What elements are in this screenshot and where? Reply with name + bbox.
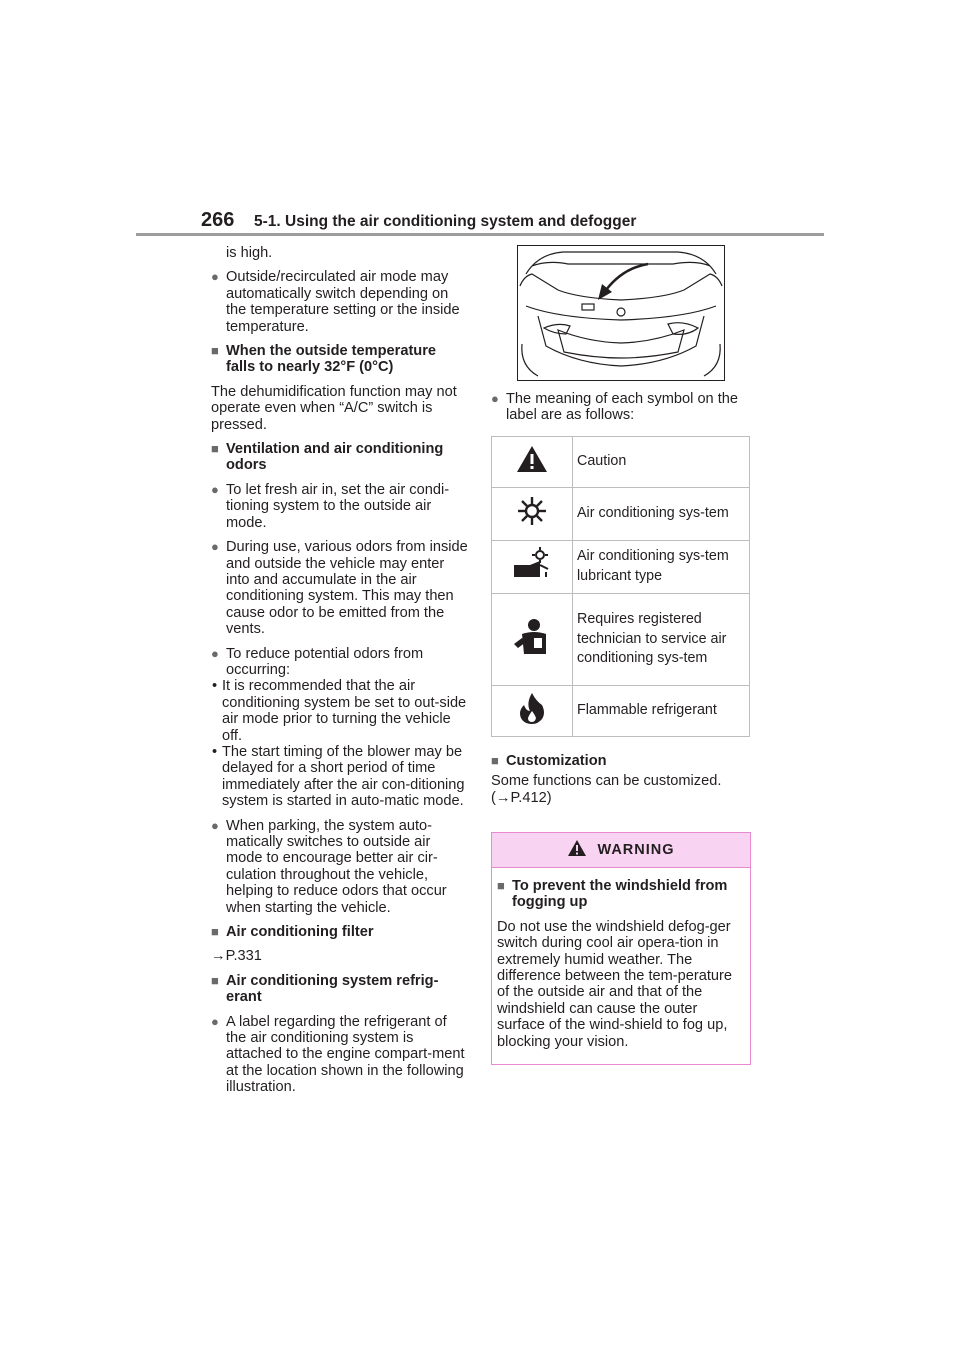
symbol-label: Caution	[573, 436, 750, 487]
sub-list-item: • The start timing of the blower may be delayed for a short period of time immediately after the air con-ditioning system is started in auto-matic mode.	[211, 744, 469, 810]
warning-title: WARNING	[597, 842, 675, 859]
symbol-label: Air conditioning sys-tem lubricant type	[573, 540, 750, 593]
subheading: ■ Ventilation and air conditioning odors	[211, 441, 469, 474]
subheading: ■ When the outside temperature falls to nearly 32°F (0°C)	[211, 343, 469, 376]
car-front-drawing	[518, 246, 724, 380]
page-number: 266	[201, 209, 235, 231]
header-rule	[136, 233, 824, 236]
left-column	[211, 245, 469, 1104]
paragraph: The dehumidification function may not operate even when “A/C” switch is pressed.	[211, 383, 457, 433]
section-title: 5-1. Using the air conditioning system and defogger	[254, 213, 637, 230]
warning-header	[492, 833, 750, 868]
bullet-item: ● When parking, the system auto-matically switches to outside air mode to encourage better air cir-culation throughout the vehicle, helping to reduce odors that occur when starting the vehicle.	[211, 818, 469, 916]
warning-body	[492, 868, 750, 1064]
symbol-label: Requires registered technician to service air conditioning sys-tem	[573, 593, 750, 685]
warning-text: Do not use the windshield defog-ger switch during cool air opera-tion in extremely humid weather. The difference between the tem-perature of the outside air and that of the windshield can cause the outer surface of the wind-shield to fog up, blocking your vision.	[497, 918, 732, 1050]
symbol-table	[491, 436, 750, 737]
symbol-label: Air conditioning sys-tem	[573, 487, 750, 540]
subheading: ■ Air conditioning filter	[211, 924, 469, 940]
caution-icon	[492, 436, 573, 487]
symbol-label: Flammable refrigerant	[573, 685, 750, 736]
page-reference: →P.331	[211, 948, 262, 965]
warning-icon	[567, 839, 587, 857]
paragraph-continuation: is high.	[226, 245, 273, 261]
sub-list	[211, 678, 469, 809]
technician-icon	[492, 593, 573, 685]
flame-icon	[492, 685, 573, 736]
warning-box	[491, 832, 751, 1065]
sub-list-item: • It is recommended that the air conditioning system be set to out-side air mode prior to turning the vehicle off.	[211, 678, 469, 744]
table-row	[492, 540, 750, 593]
snowflake-icon	[492, 487, 573, 540]
bullet-item: ● During use, various odors from inside and outside the vehicle may enter into and accumulate in the air conditioning system. This may then cause odor to be emitted from the vents.	[211, 539, 469, 637]
bullet-item: ● A label regarding the refrigerant of the air conditioning system is attached to the engine compart-ment at the location shown in the following illustration.	[211, 1014, 469, 1096]
warning-subheading: ■ To prevent the windshield from fogging up	[497, 878, 745, 911]
bullet-item: ● To let fresh air in, set the air condi-tioning system to the outside air mode.	[211, 482, 469, 531]
table-row	[492, 436, 750, 487]
subheading: ■ Air conditioning system refrig-erant	[211, 973, 469, 1006]
table-row	[492, 593, 750, 685]
oilcan-snowflake-icon	[492, 540, 573, 593]
paragraph: Some functions can be customized.	[491, 773, 722, 790]
bullet-item: ● Outside/recirculated air mode may automatically switch depending on the temperature setting or the inside temperature.	[211, 269, 469, 335]
bullet-item: ● The meaning of each symbol on the label are as follows:	[491, 391, 751, 424]
subheading: ■ Customization	[491, 753, 751, 769]
page-reference: (→P.412)	[491, 789, 552, 806]
engine-compartment-illustration	[517, 245, 725, 381]
table-row	[492, 487, 750, 540]
bullet-item: ● To reduce potential odors from occurring:	[211, 646, 469, 679]
right-column	[491, 245, 751, 1065]
table-row	[492, 685, 750, 736]
